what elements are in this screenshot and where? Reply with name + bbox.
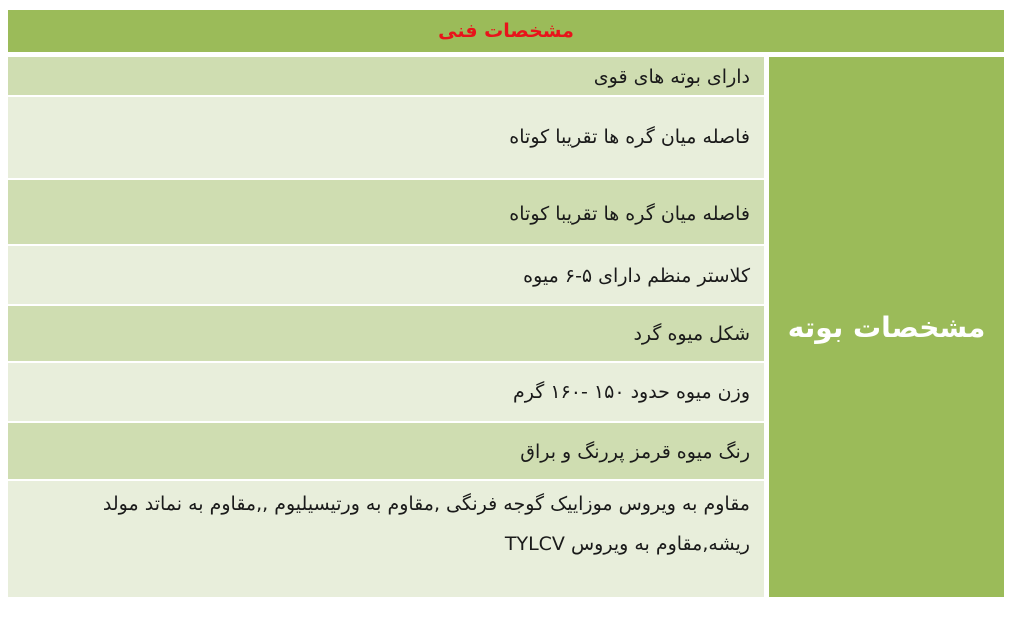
spec-row: رنگ میوه قرمز پررنگ و براق	[8, 423, 764, 479]
spec-row: مقاوم به ویروس موزاییک گوجه فرنگی ,مقاوم به ورتیسیلیوم ,,مقاوم به نماتد مولد ریشه,مقاوم به ویروس TYLCV	[8, 481, 764, 597]
spec-row: کلاستر منظم دارای ۵-۶ میوه	[8, 246, 764, 304]
spec-row: دارای بوته های قوی	[8, 57, 764, 95]
spec-row: فاصله میان گره ها تقریبا کوتاه	[8, 180, 764, 244]
spec-title: مشخصات فنی	[438, 20, 574, 42]
spec-row: فاصله میان گره ها تقریبا کوتاه	[8, 97, 764, 178]
spec-row: وزن میوه حدود ۱۵۰ -۱۶۰ گرم	[8, 363, 764, 421]
section-label-cell	[769, 57, 1004, 597]
spec-row: شکل میوه گرد	[8, 306, 764, 361]
section-label: مشخصات بوته	[787, 310, 986, 344]
spec-header	[8, 10, 1004, 52]
